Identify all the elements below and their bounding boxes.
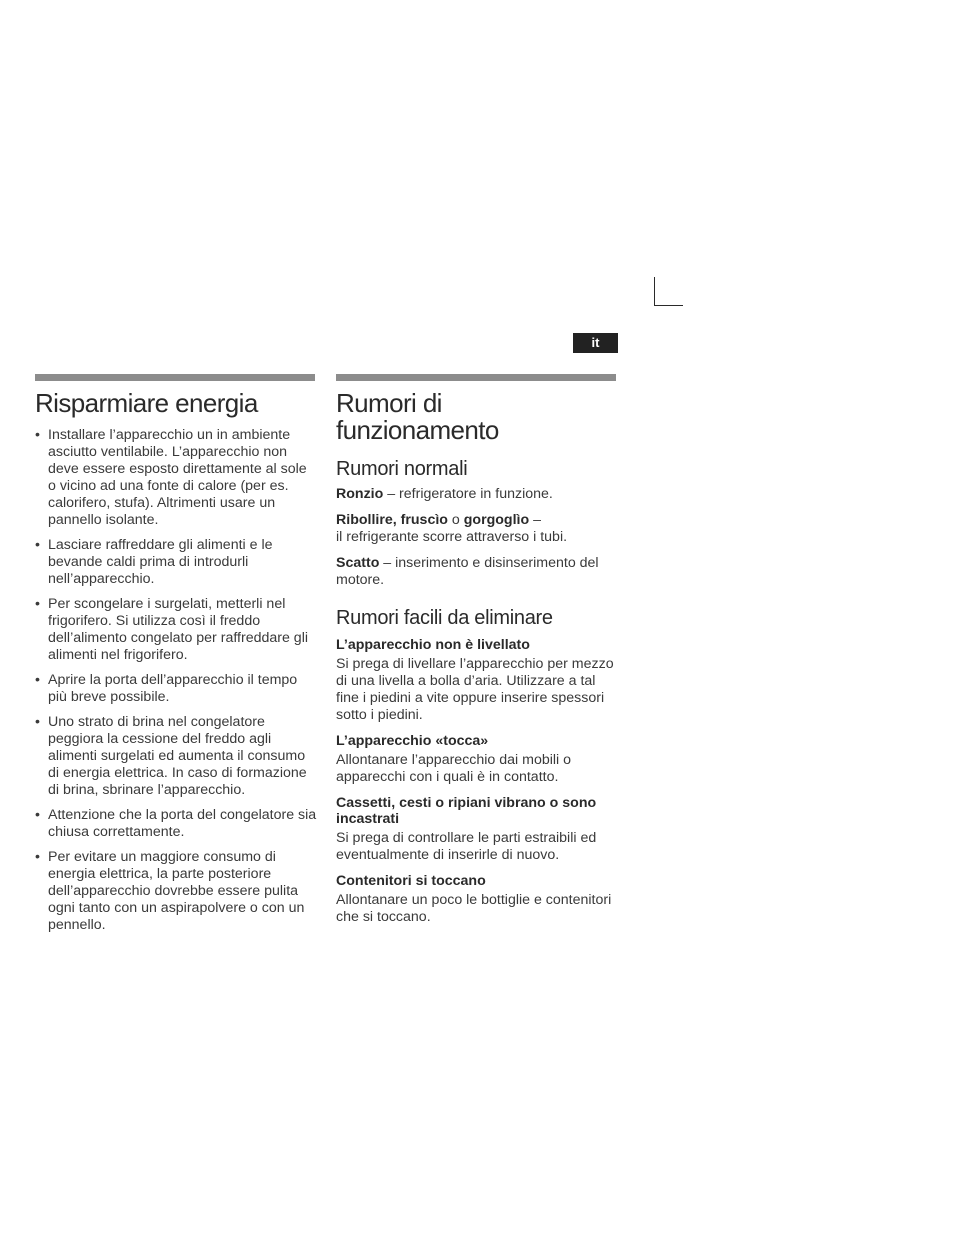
energy-tip: • Per scongelare i surgelati, metterli nel frigorifero. Si utilizza così il freddo dell’alimento congelato per raffreddare gli alimenti nel frigorifero. [35, 596, 317, 664]
energy-tip: • Uno strato di brina nel congelatore peggiora la cessione del freddo agli alimenti surgelati ed aumenta il consumo di energia elettrica. In caso di formazione di brina, sbrinare l’apparecchio. [35, 714, 317, 799]
normal-noises-heading: Rumori normali [336, 458, 468, 480]
energy-tips-list [35, 427, 317, 934]
troubleshoot-text: Allontanare l’apparecchio dai mobili o apparecchi con i quali è in contatto. [336, 752, 572, 785]
noise-conjunction: o [447, 512, 464, 528]
noise-desc: – inserimento e disinserimento del motore. [336, 555, 599, 588]
energy-tip: • Installare l’apparecchio un in ambiente asciutto ventilabile. L’apparecchio non deve essere esposto direttamente al sole o vicino ad una fonte di calore (per es. calorifero, stufa). Altrimenti usare un pannello isolante. [35, 427, 317, 529]
troubleshoot-title: L’apparecchio «tocca» [336, 733, 489, 749]
energy-tip: • Aprire la porta dell’apparecchio il tempo più breve possibile. [35, 672, 317, 706]
operating-noises-title [336, 390, 618, 444]
troubleshoot-item [336, 795, 618, 864]
noise-term: Scatto [336, 555, 380, 571]
section-rule [35, 374, 315, 381]
energy-saving-section [35, 374, 317, 942]
noise-dash: – [529, 512, 541, 528]
troubleshoot-text: Allontanare un poco le bottiglie e contenitori che si toccano. [336, 892, 612, 925]
operating-noises-section [336, 374, 618, 935]
energy-tip: • Lasciare raffreddare gli alimenti e le bevande caldi prima di introdurli nell’apparecchio. [35, 537, 317, 588]
noise-desc: – refrigeratore in funzione. [383, 486, 553, 502]
energy-tip: • Per evitare un maggiore consumo di energia elettrica, la parte posteriore dell’apparecchio dovrebbe essere pulita ogni tanto con un aspirapolvere o con un pennello. [35, 849, 317, 934]
title-line-2: funzionamento [336, 415, 499, 445]
energy-tip: • Attenzione che la porta del congelatore sia chiusa correttamente. [35, 807, 317, 841]
title-line-1: Rumori di [336, 388, 442, 418]
noise-desc: il refrigerante scorre attraverso i tubi. [336, 529, 568, 545]
troubleshoot-title: Cassetti, cesti o ripiani vibrano o sono incastrati [336, 795, 597, 827]
troubleshoot-title: Contenitori si toccano [336, 873, 486, 889]
troubleshoot-item [336, 733, 618, 786]
troubleshoot-title: L’apparecchio non è livellato [336, 637, 530, 653]
easy-noises-heading: Rumori facili da eliminare [336, 607, 553, 629]
noise-term: Ribollire, fruscìo [336, 512, 448, 528]
noise-term: gorgoglìo [463, 512, 530, 528]
noise-entry-ronzio [336, 486, 618, 503]
troubleshoot-text: Si prega di controllare le parti estraibili ed eventualmente di inserirle di nuovo. [336, 830, 597, 863]
troubleshoot-item [336, 637, 618, 724]
language-tab: it [573, 333, 618, 353]
noise-entry-ribollire [336, 512, 618, 546]
noise-term: Ronzio [336, 486, 384, 502]
crop-mark-vertical [654, 277, 655, 306]
energy-saving-title: Risparmiare energia [35, 388, 258, 418]
troubleshoot-item [336, 873, 618, 926]
crop-mark-horizontal [654, 305, 683, 306]
section-rule [336, 374, 616, 381]
noise-entry-scatto [336, 555, 618, 589]
troubleshoot-text: Si prega di livellare l’apparecchio per mezzo di una livella a bolla d’aria. Utilizzare a tal fine i piedini a vite oppure inserire spessori sotto i piedini. [336, 656, 614, 723]
